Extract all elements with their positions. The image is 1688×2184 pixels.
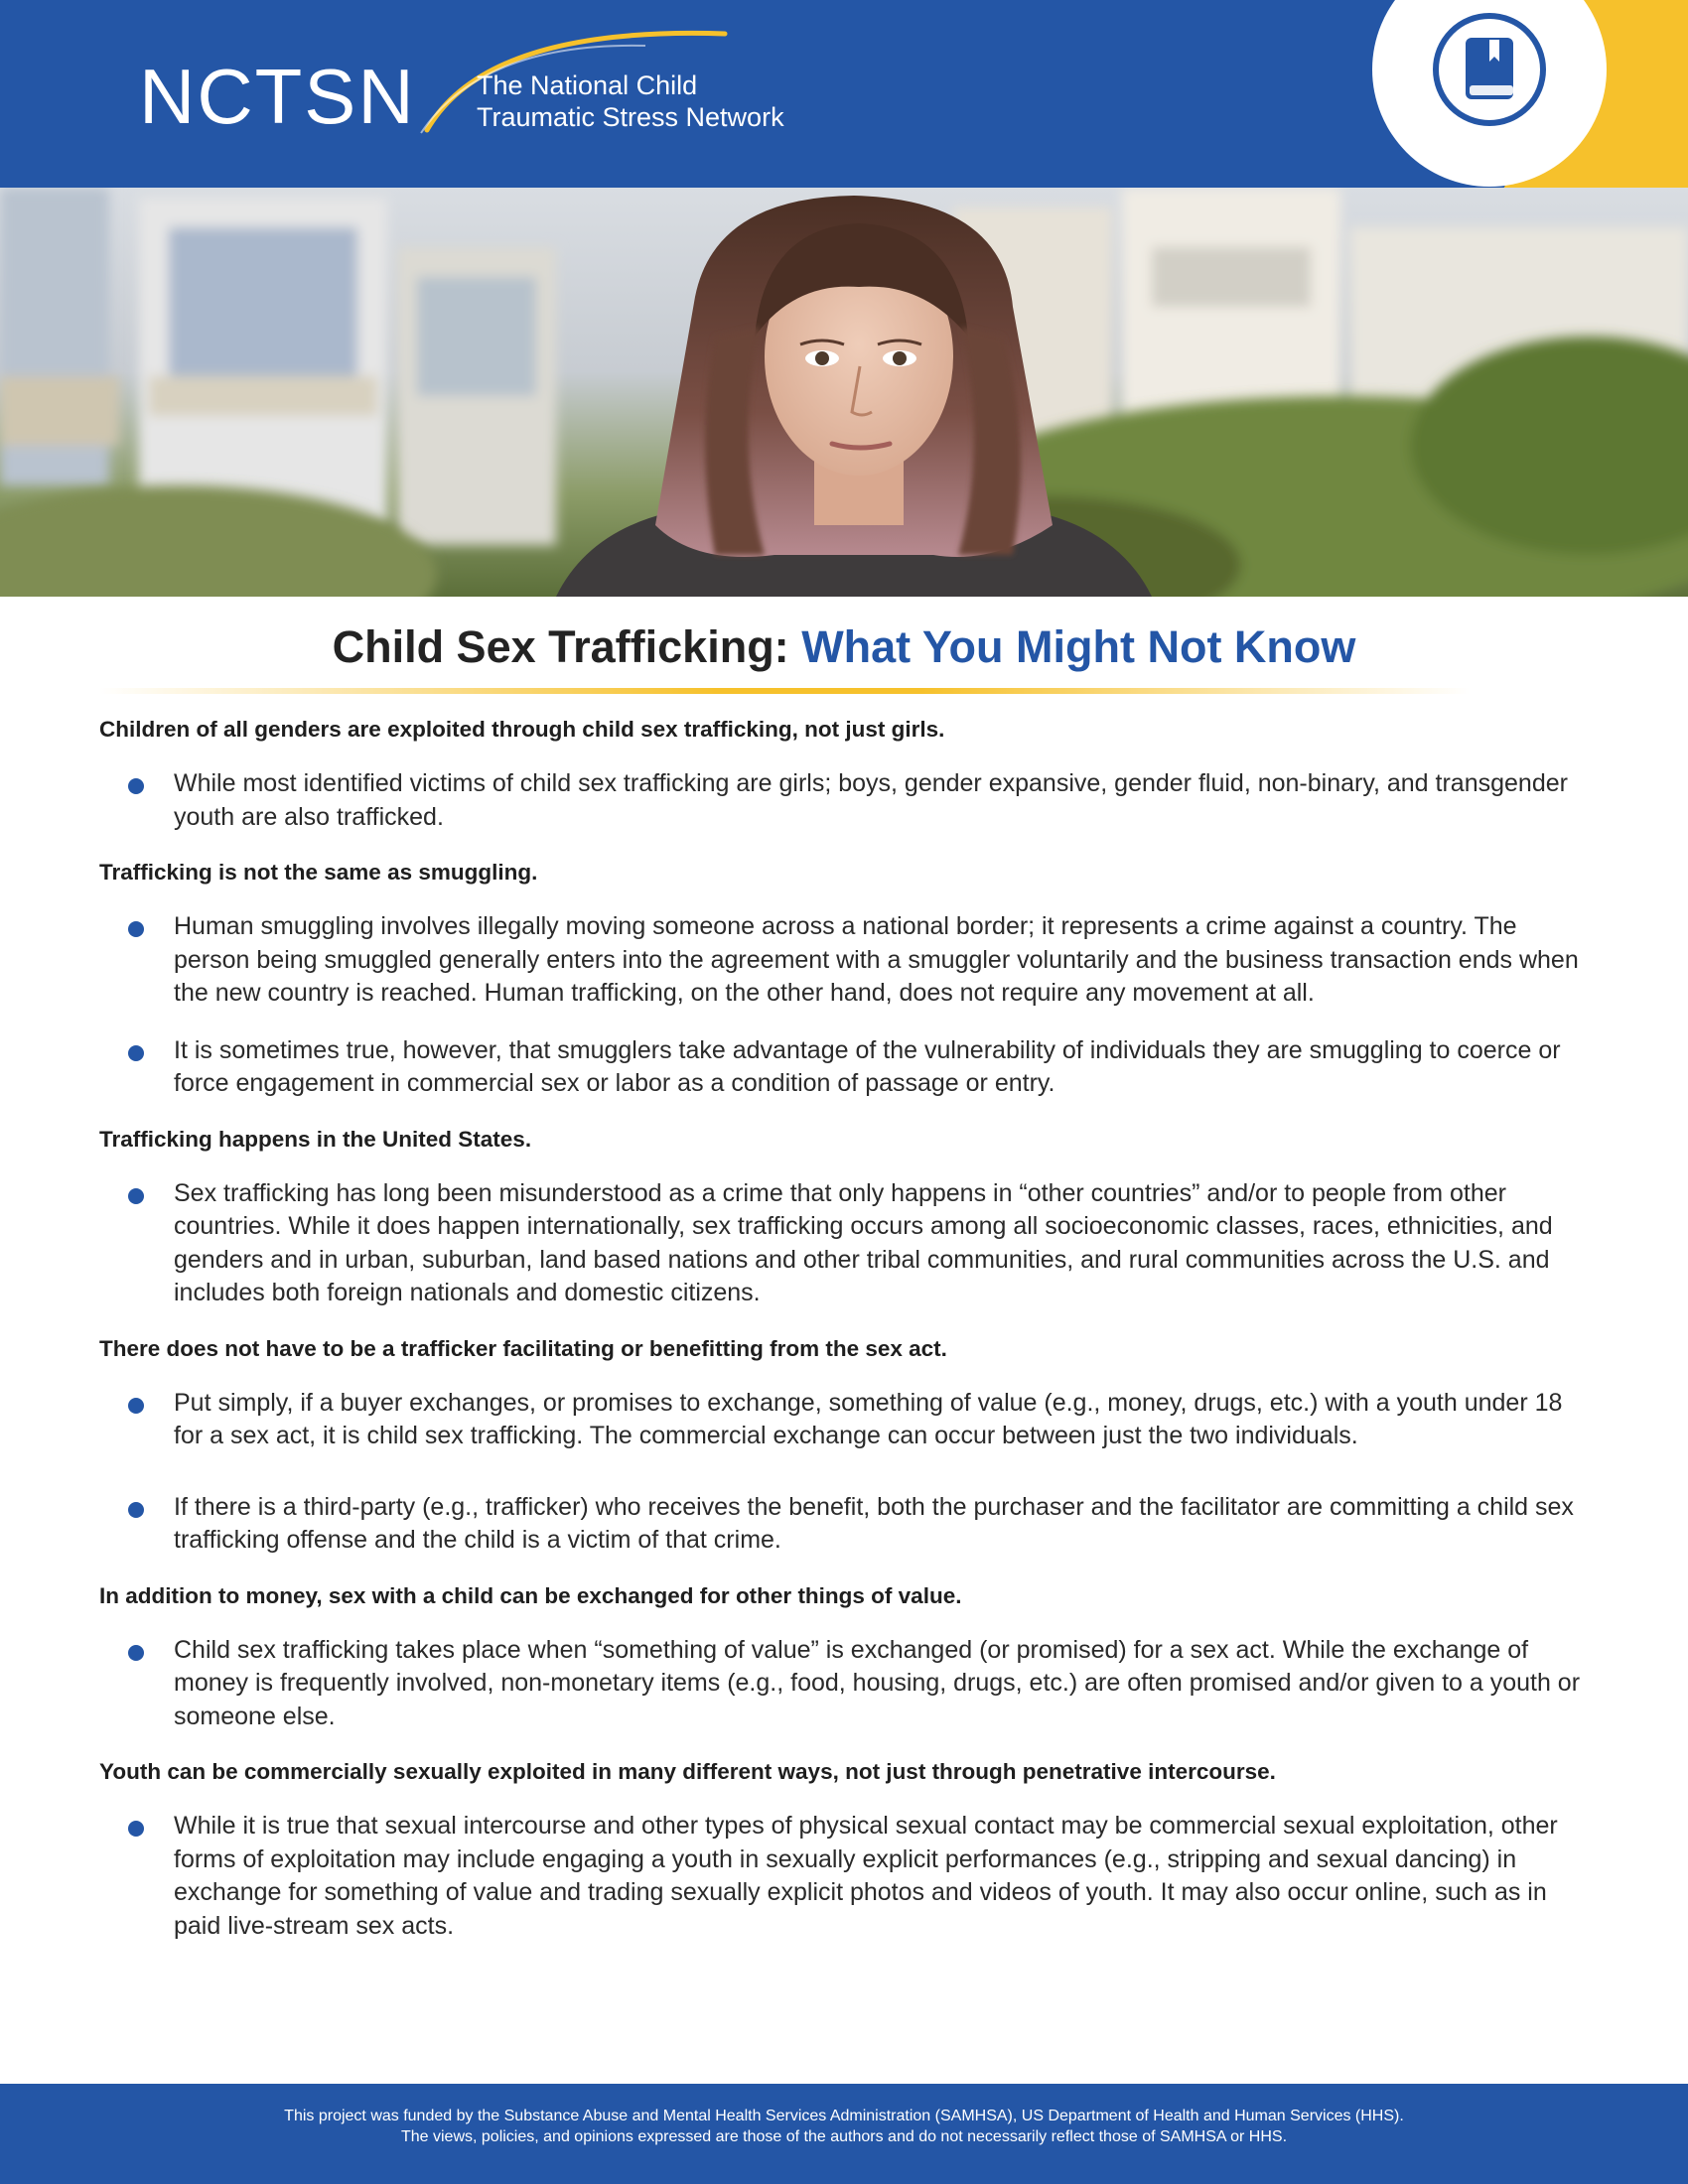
hero-photo [0, 188, 1688, 597]
bullet-item [99, 1634, 1589, 1734]
section-no-trafficker [99, 1332, 1589, 1558]
section-heading: Children of all genders are exploited through child sex trafficking, not just girls. [99, 717, 945, 742]
page-title [0, 617, 1688, 677]
logo-org-name-line1: The National Child [477, 70, 698, 100]
section-heading: In addition to money, sex with a child can be exchanged for other things of value. [99, 1582, 962, 1608]
section-heading: Trafficking is not the same as smuggling. [99, 860, 538, 885]
bullet-item [99, 1034, 1589, 1101]
book-icon [1430, 10, 1549, 129]
footer-funding-line: This project was funded by the Substance Abuse and Mental Health Services Administration (SAMHSA), US Department of Health and Human Services (HHS). [284, 2108, 1404, 2124]
footer-band [0, 2084, 1688, 2184]
section-other-value [99, 1579, 1589, 1734]
bullet-item [99, 1491, 1589, 1558]
footer-disclaimer-line: The views, policies, and opinions expressed are those of the authors and do not necessarily reflect those of SAMHSA or HHS. [400, 2128, 1288, 2145]
logo-org-name [477, 69, 784, 133]
bullet-item [99, 1177, 1589, 1310]
bullet-item [99, 1810, 1589, 1943]
bullet-dot-icon [128, 1645, 144, 1661]
bullet-item [99, 767, 1589, 834]
bullet-text: While most identified victims of child sex trafficking are girls; boys, gender expansive, gender fluid, non-binary, and transgender youth are also trafficked. [174, 769, 1568, 831]
bullet-dot-icon [128, 1188, 144, 1204]
section-heading: Trafficking happens in the United States. [99, 1126, 532, 1152]
section-genders [99, 713, 1589, 834]
main-content [99, 713, 1589, 1965]
bullet-text: Sex trafficking has long been misunderstood as a crime that only happens in “other countries” and/or to people from other countries. While it does happen internationally, sex trafficking occurs among all socioeconomic classes, races, ethnicities, and genders and in urban, suburban, land based nations and other tribal communities, and rural communities across the U.S. and includes both foreign nationals and domestic citizens. [174, 1178, 1553, 1306]
bullet-text: Put simply, if a buyer exchanges, or promises to exchange, something of value (e.g., money, drugs, etc.) with a youth under 18 for a sex act, it is child sex trafficking. The commercial exchange can occur between just the two individuals. [174, 1388, 1563, 1449]
bullet-text: While it is true that sexual intercourse and other types of physical sexual contact may be commercial sexual exploitation, other forms of exploitation may include engaging a youth in sexually explicit performances (e.g., stripping and sexual dancing) in exchange for something of value and trading sexually explicit photos and videos of youth. It may also occur online, such as in paid live-stream sex acts. [174, 1812, 1558, 1940]
page-title-part1: Child Sex Trafficking: [332, 621, 789, 672]
bullet-dot-icon [128, 1045, 144, 1061]
bullet-dot-icon [128, 921, 144, 937]
bullet-item [99, 910, 1589, 1011]
section-exploitation-ways [99, 1755, 1589, 1943]
bullet-text: If there is a third-party (e.g., trafficker) who receives the benefit, both the purchaser and the facilitator are committing a child sex trafficking offense and the child is a victim of that crime. [174, 1492, 1574, 1554]
page-title-part2: What You Might Not Know [801, 621, 1356, 672]
section-heading: Youth can be commercially sexually exploited in many different ways, not just through penetrative intercourse. [99, 1759, 1276, 1784]
bullet-text: It is sometimes true, however, that smugglers take advantage of the vulnerability of individuals they are smuggling to coerce or force engagement in commercial sex or labor as a condition of passage or entry. [174, 1035, 1561, 1097]
bullet-dot-icon [128, 778, 144, 794]
section-smuggling [99, 856, 1589, 1101]
bullet-item [99, 1387, 1589, 1453]
logo-acronym: NCTSN [139, 53, 416, 140]
logo-org-name-line2: Traumatic Stress Network [477, 102, 784, 132]
bullet-dot-icon [128, 1502, 144, 1518]
section-united-states [99, 1123, 1589, 1310]
bullet-text: Child sex trafficking takes place when “something of value” is exchanged (or promised) for a sex act. While the exchange of money is frequently involved, non-monetary items (e.g., food, housing, drugs, etc.) are often promised and/or given to a youth or someone else. [174, 1635, 1581, 1730]
section-heading: There does not have to be a trafficker facilitating or benefitting from the sex act. [99, 1335, 947, 1361]
title-divider [99, 688, 1470, 694]
bullet-dot-icon [128, 1821, 144, 1837]
hero-photo-illustration [0, 188, 1688, 597]
bullet-text: Human smuggling involves illegally moving someone across a national border; it represents a crime against a country. The person being smuggled generally enters into the agreement with a smuggler voluntarily and the business transaction ends when the new country is reached. Human trafficking, on the other hand, does not require any movement at all. [174, 912, 1579, 1007]
bullet-dot-icon [128, 1398, 144, 1414]
